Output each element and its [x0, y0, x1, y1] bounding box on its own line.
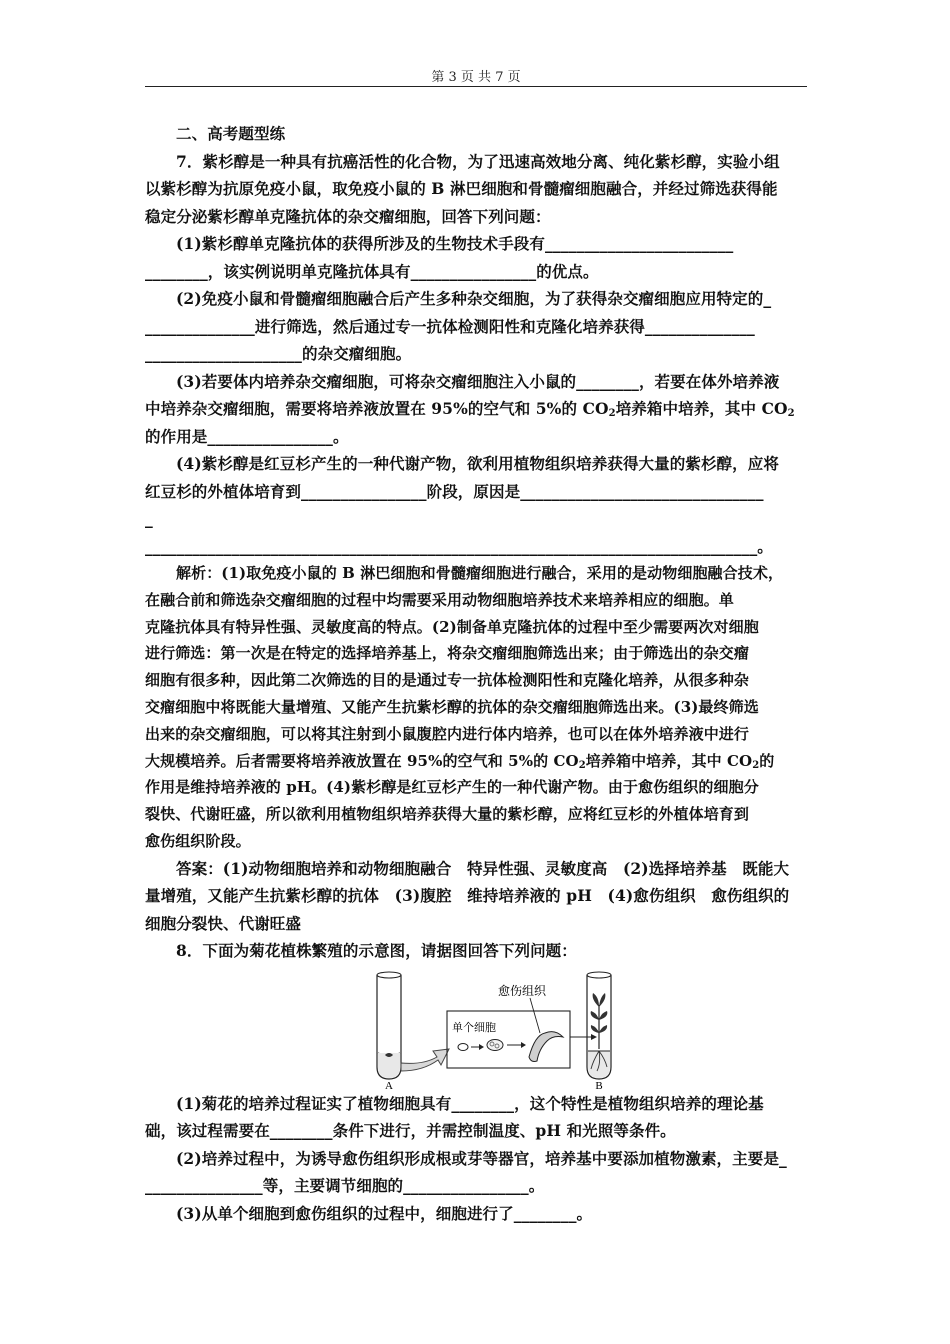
q7-p2-line-1: (2)免疫小鼠和骨髓瘤细胞融合后产生多种杂交细胞，为了获得杂交瘤细胞应用特定的_ [176, 289, 772, 308]
document-body [145, 120, 807, 1227]
analysis-line-7: 出来的杂交瘤细胞，可以将其注射到小鼠腹腔内进行体内培养，也可以在体外培养液中进行 [145, 724, 750, 743]
analysis-line-2: 在融合前和筛选杂交瘤细胞的过程中均需要采用动物细胞培养技术来培养相应的细胞。单 [145, 590, 734, 609]
answer-line-2: 量增殖，又能产生抗紫杉醇的抗体 (3)腹腔 维持培养液的 pH (4)愈伤组织 愈伤组织的 [145, 886, 790, 906]
q7-p4-line-1: (4)紫杉醇是红豆杉产生的一种代谢产物，欲利用植物组织培养获得大量的紫杉醇，应将 [176, 454, 779, 473]
q7-line-1: 7．紫杉醇是一种具有抗癌活性的化合物，为了迅速高效地分离、纯化紫杉醇，实验小组 [176, 151, 780, 171]
analysis-line-3: 克隆抗体具有特异性强、灵敏度高的特点。(2)制备单克隆抗体的过程中至少需要两次对细胞 [145, 617, 759, 636]
q7-p2-line-2: ______________进行筛选，然后通过专一抗体检测阳性和克隆化培养获得______________ [145, 316, 755, 336]
q7-p3-line-2 [145, 395, 807, 423]
propagation-diagram [145, 965, 807, 1090]
question-7 [145, 148, 807, 561]
q8-p1-line-2: 础，该过程需要在________条件下进行，并需控制温度、pH 和光照等条件。 [145, 1121, 676, 1141]
analysis-line-10: 裂快、代谢旺盛，所以欲利用植物组织培养获得大量的紫杉醇，应将红豆杉的外植体培育到 [145, 805, 750, 824]
co2-subscript: 2 [752, 759, 760, 771]
label-single-cell: 单个细胞 [452, 1021, 496, 1034]
q7-p3-line-3: 的作用是________________。 [145, 426, 349, 446]
co2-subscript: 2 [578, 759, 586, 771]
analysis-line-9: 作用是维持培养液的 pH。(4)紫杉醇是红豆杉产生的一种代谢产物。由于愈伤组织的细胞分 [145, 778, 759, 797]
q7-p1-line-2: ________，该实例说明单克隆抗体具有________________的优点。 [145, 261, 599, 281]
q7-p4-line-4: ______________________________________________________________________________。 [145, 536, 773, 556]
analysis-line-11: 愈伤组织阶段。 [145, 831, 251, 850]
q8-p1-line-1: (1)菊花的培养过程证实了植物细胞具有________，这个特性是植物组织培养的理论基 [176, 1093, 764, 1113]
analysis [145, 560, 807, 855]
question-8 [145, 937, 807, 1227]
q8-p3-line-1: (3)从单个细胞到愈伤组织的过程中，细胞进行了________。 [176, 1203, 593, 1223]
q7-line-3: 稳定分泌紫杉醇单克隆抗体的杂交瘤细胞，回答下列问题： [145, 206, 551, 226]
process-box [447, 1011, 570, 1068]
chrysanthemum-figure [145, 965, 807, 1090]
co2-subscript: 2 [608, 408, 616, 419]
q7-p4-line-2: 红豆杉的外植体培育到________________阶段，原因是_______________________________ [145, 481, 764, 501]
analysis-line-5: 细胞有很多种，因此第二次筛选的目的是通过专一抗体检测阳性和克隆化培养，从很多种杂 [145, 671, 750, 690]
section-title: 二、高考题型练 [176, 124, 286, 143]
single-cell-icon [458, 1043, 468, 1050]
analysis-line-1: 解析：(1)取免疫小鼠的 B 淋巴细胞和骨髓瘤细胞进行融合，采用的是动物细胞融合技术， [176, 564, 784, 582]
label-b: B [595, 1079, 603, 1090]
callus-pointer [530, 998, 540, 1033]
analysis-line-4: 进行筛选：第一次是在特定的选择培养基上，将杂交瘤细胞筛选出来；由于筛选出的杂交瘤 [145, 644, 750, 663]
cell-cluster-icon [487, 1039, 503, 1050]
q7-p2-line-3: ____________________的杂交瘤细胞。 [145, 344, 412, 363]
q7-p1-line-1: (1)紫杉醇单克隆抗体的获得所涉及的生物技术手段有________________________ [176, 234, 734, 253]
q8-intro: 8．下面为菊花植株繁殖的示意图，请据图回答下列问题： [176, 941, 577, 961]
arrow-head-icon [591, 1034, 597, 1040]
q7-p3-line-2-head: 中培养杂交瘤细胞，需要将培养液放置在 95%的空气和 5%的 CO [145, 399, 609, 418]
test-tube-a [377, 972, 401, 1079]
label-a: A [385, 1079, 393, 1090]
analysis-line-8-end: 的 [759, 751, 775, 770]
answer-line-1: 答案：(1)动物细胞培养和动物细胞融合 特异性强、灵敏度高 (2)选择培养基 既能大 [176, 858, 790, 878]
curved-arrow-icon [401, 1049, 449, 1071]
analysis-line-6: 交瘤细胞中将既能大量增殖、又能产生抗紫杉醇的抗体的杂交瘤细胞筛选出来。(3)最终筛选 [145, 697, 759, 716]
label-callus: 愈伤组织 [498, 983, 547, 998]
page-header: 第 3 页 共 7 页 [431, 70, 521, 85]
q7-p4-line-3: _ [145, 509, 153, 528]
analysis-line-8-head: 大规模培养。后者需要将培养液放置在 95%的空气和 5%的 CO [145, 751, 579, 770]
header-rule [145, 86, 807, 87]
analysis-line-8-tail: 培养箱中培养，其中 CO [585, 751, 753, 770]
q8-p2-line-2: _______________等，主要调节细胞的________________。 [145, 1176, 545, 1196]
answer [145, 855, 807, 938]
arrow-head-icon [479, 1044, 484, 1050]
q8-p2-line-1: (2)培养过程中，为诱导愈伤组织形成根或芽等器官，培养基中要添加植物激素，主要是_ [176, 1148, 787, 1168]
callus-icon [529, 1031, 563, 1061]
answer-line-3: 细胞分裂快、代谢旺盛 [145, 913, 302, 933]
q7-p3-line-1: (3)若要体内培养杂交瘤细胞，可将杂交瘤细胞注入小鼠的________，若要在体外培养液 [176, 371, 780, 391]
arrow-head-icon [521, 1042, 526, 1048]
q7-line-2: 以紫杉醇为抗原免疫小鼠，取免疫小鼠的 B 淋巴细胞和骨髓瘤细胞融合，并经过筛选获得能 [145, 179, 778, 198]
analysis-line-8 [145, 748, 807, 775]
q7-p3-line-2-tail: 培养箱中培养，其中 CO [615, 399, 788, 418]
co2-subscript: 2 [787, 408, 795, 419]
